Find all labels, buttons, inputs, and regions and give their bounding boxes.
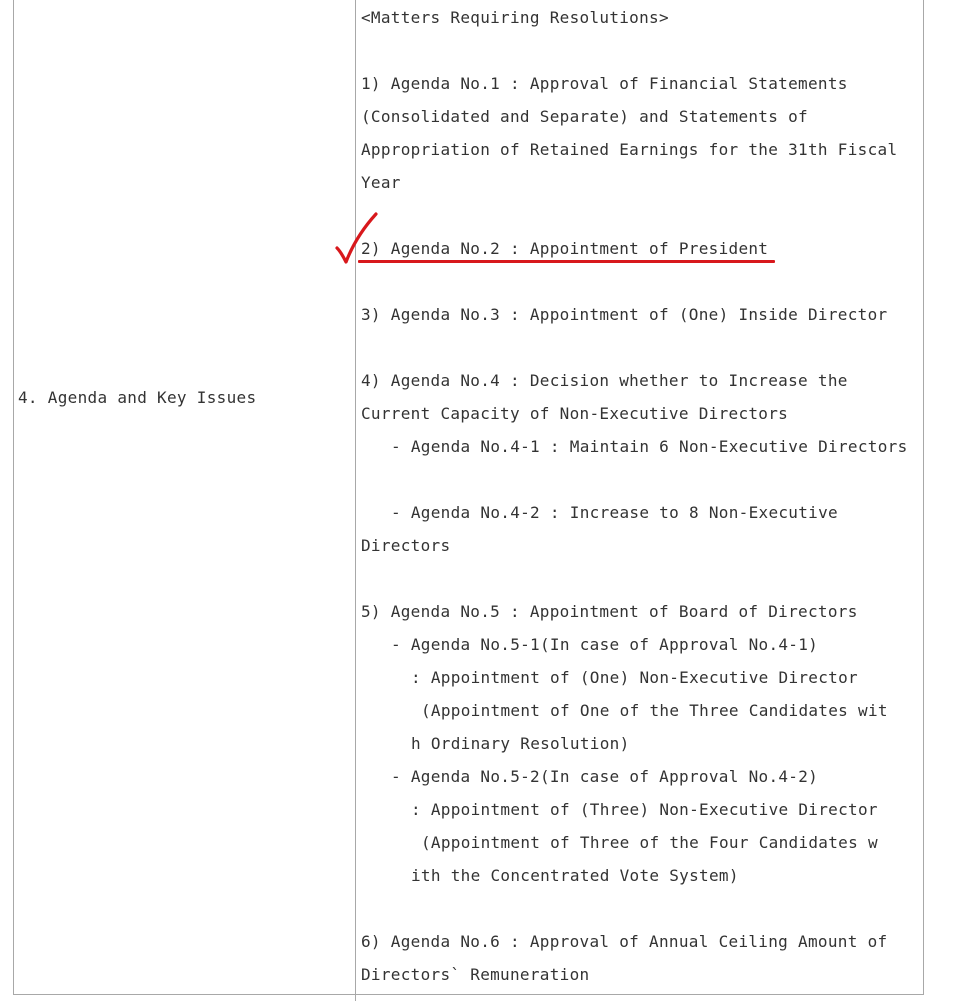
agenda-1-line-2: (Consolidated and Separate) and Statements of — [361, 107, 808, 126]
checkmark-icon — [334, 210, 382, 268]
spacer — [361, 466, 921, 499]
agenda-4-1: - Agenda No.4-1 : Maintain 6 Non-Executive Directors — [391, 437, 908, 456]
agenda-1-line-1: 1) Agenda No.1 : Approval of Financial Statements — [361, 74, 848, 93]
spacer — [361, 334, 921, 367]
red-underline — [358, 260, 775, 263]
agenda-5-2-line-3: (Appointment of Three of the Four Candidates w — [421, 833, 878, 852]
spacer — [361, 202, 921, 235]
agenda-5-line-1: 5) Agenda No.5 : Appointment of Board of Directors — [361, 602, 858, 621]
agenda-6-line-1: 6) Agenda No.6 : Approval of Annual Ceiling Amount of — [361, 932, 888, 951]
agenda-1-line-3: Appropriation of Retained Earnings for the 31th Fiscal — [361, 140, 898, 159]
spacer — [361, 37, 921, 70]
table-column-divider — [355, 0, 356, 1001]
section-heading: <Matters Requiring Resolutions> — [361, 8, 669, 27]
agenda-content — [361, 4, 921, 994]
agenda-5-1-line-4: h Ordinary Resolution) — [411, 734, 630, 753]
agenda-5-2-line-4: ith the Concentrated Vote System) — [411, 866, 739, 885]
agenda-5-1-line-2: : Appointment of (One) Non-Executive Director — [411, 668, 858, 687]
agenda-6-line-2: Directors` Remuneration — [361, 965, 590, 984]
agenda-5-1-line-3: (Appointment of One of the Three Candidates wit — [421, 701, 888, 720]
table-right-border — [923, 0, 924, 995]
agenda-4-2-line-1: - Agenda No.4-2 : Increase to 8 Non-Executive — [391, 503, 838, 522]
agenda-4-2-line-2: Directors — [361, 536, 451, 555]
table-bottom-border — [13, 994, 924, 995]
agenda-4-line-1: 4) Agenda No.4 : Decision whether to Increase the — [361, 371, 848, 390]
agenda-3-line-1: 3) Agenda No.3 : Appointment of (One) Inside Director — [361, 305, 888, 324]
agenda-5-1-line-1: - Agenda No.5-1(In case of Approval No.4-1) — [391, 635, 819, 654]
spacer — [361, 565, 921, 598]
agenda-5-2-line-2: : Appointment of (Three) Non-Executive Director — [411, 800, 878, 819]
agenda-4-line-2: Current Capacity of Non-Executive Directors — [361, 404, 789, 423]
agenda-2-line-1: 2) Agenda No.2 : Appointment of President — [361, 239, 769, 258]
table-left-border — [13, 0, 14, 995]
spacer — [361, 268, 921, 301]
agenda-5-2-line-1: - Agenda No.5-2(In case of Approval No.4-2) — [391, 767, 819, 786]
row-label: 4. Agenda and Key Issues — [18, 388, 257, 407]
spacer — [361, 895, 921, 928]
agenda-1-line-4: Year — [361, 173, 401, 192]
